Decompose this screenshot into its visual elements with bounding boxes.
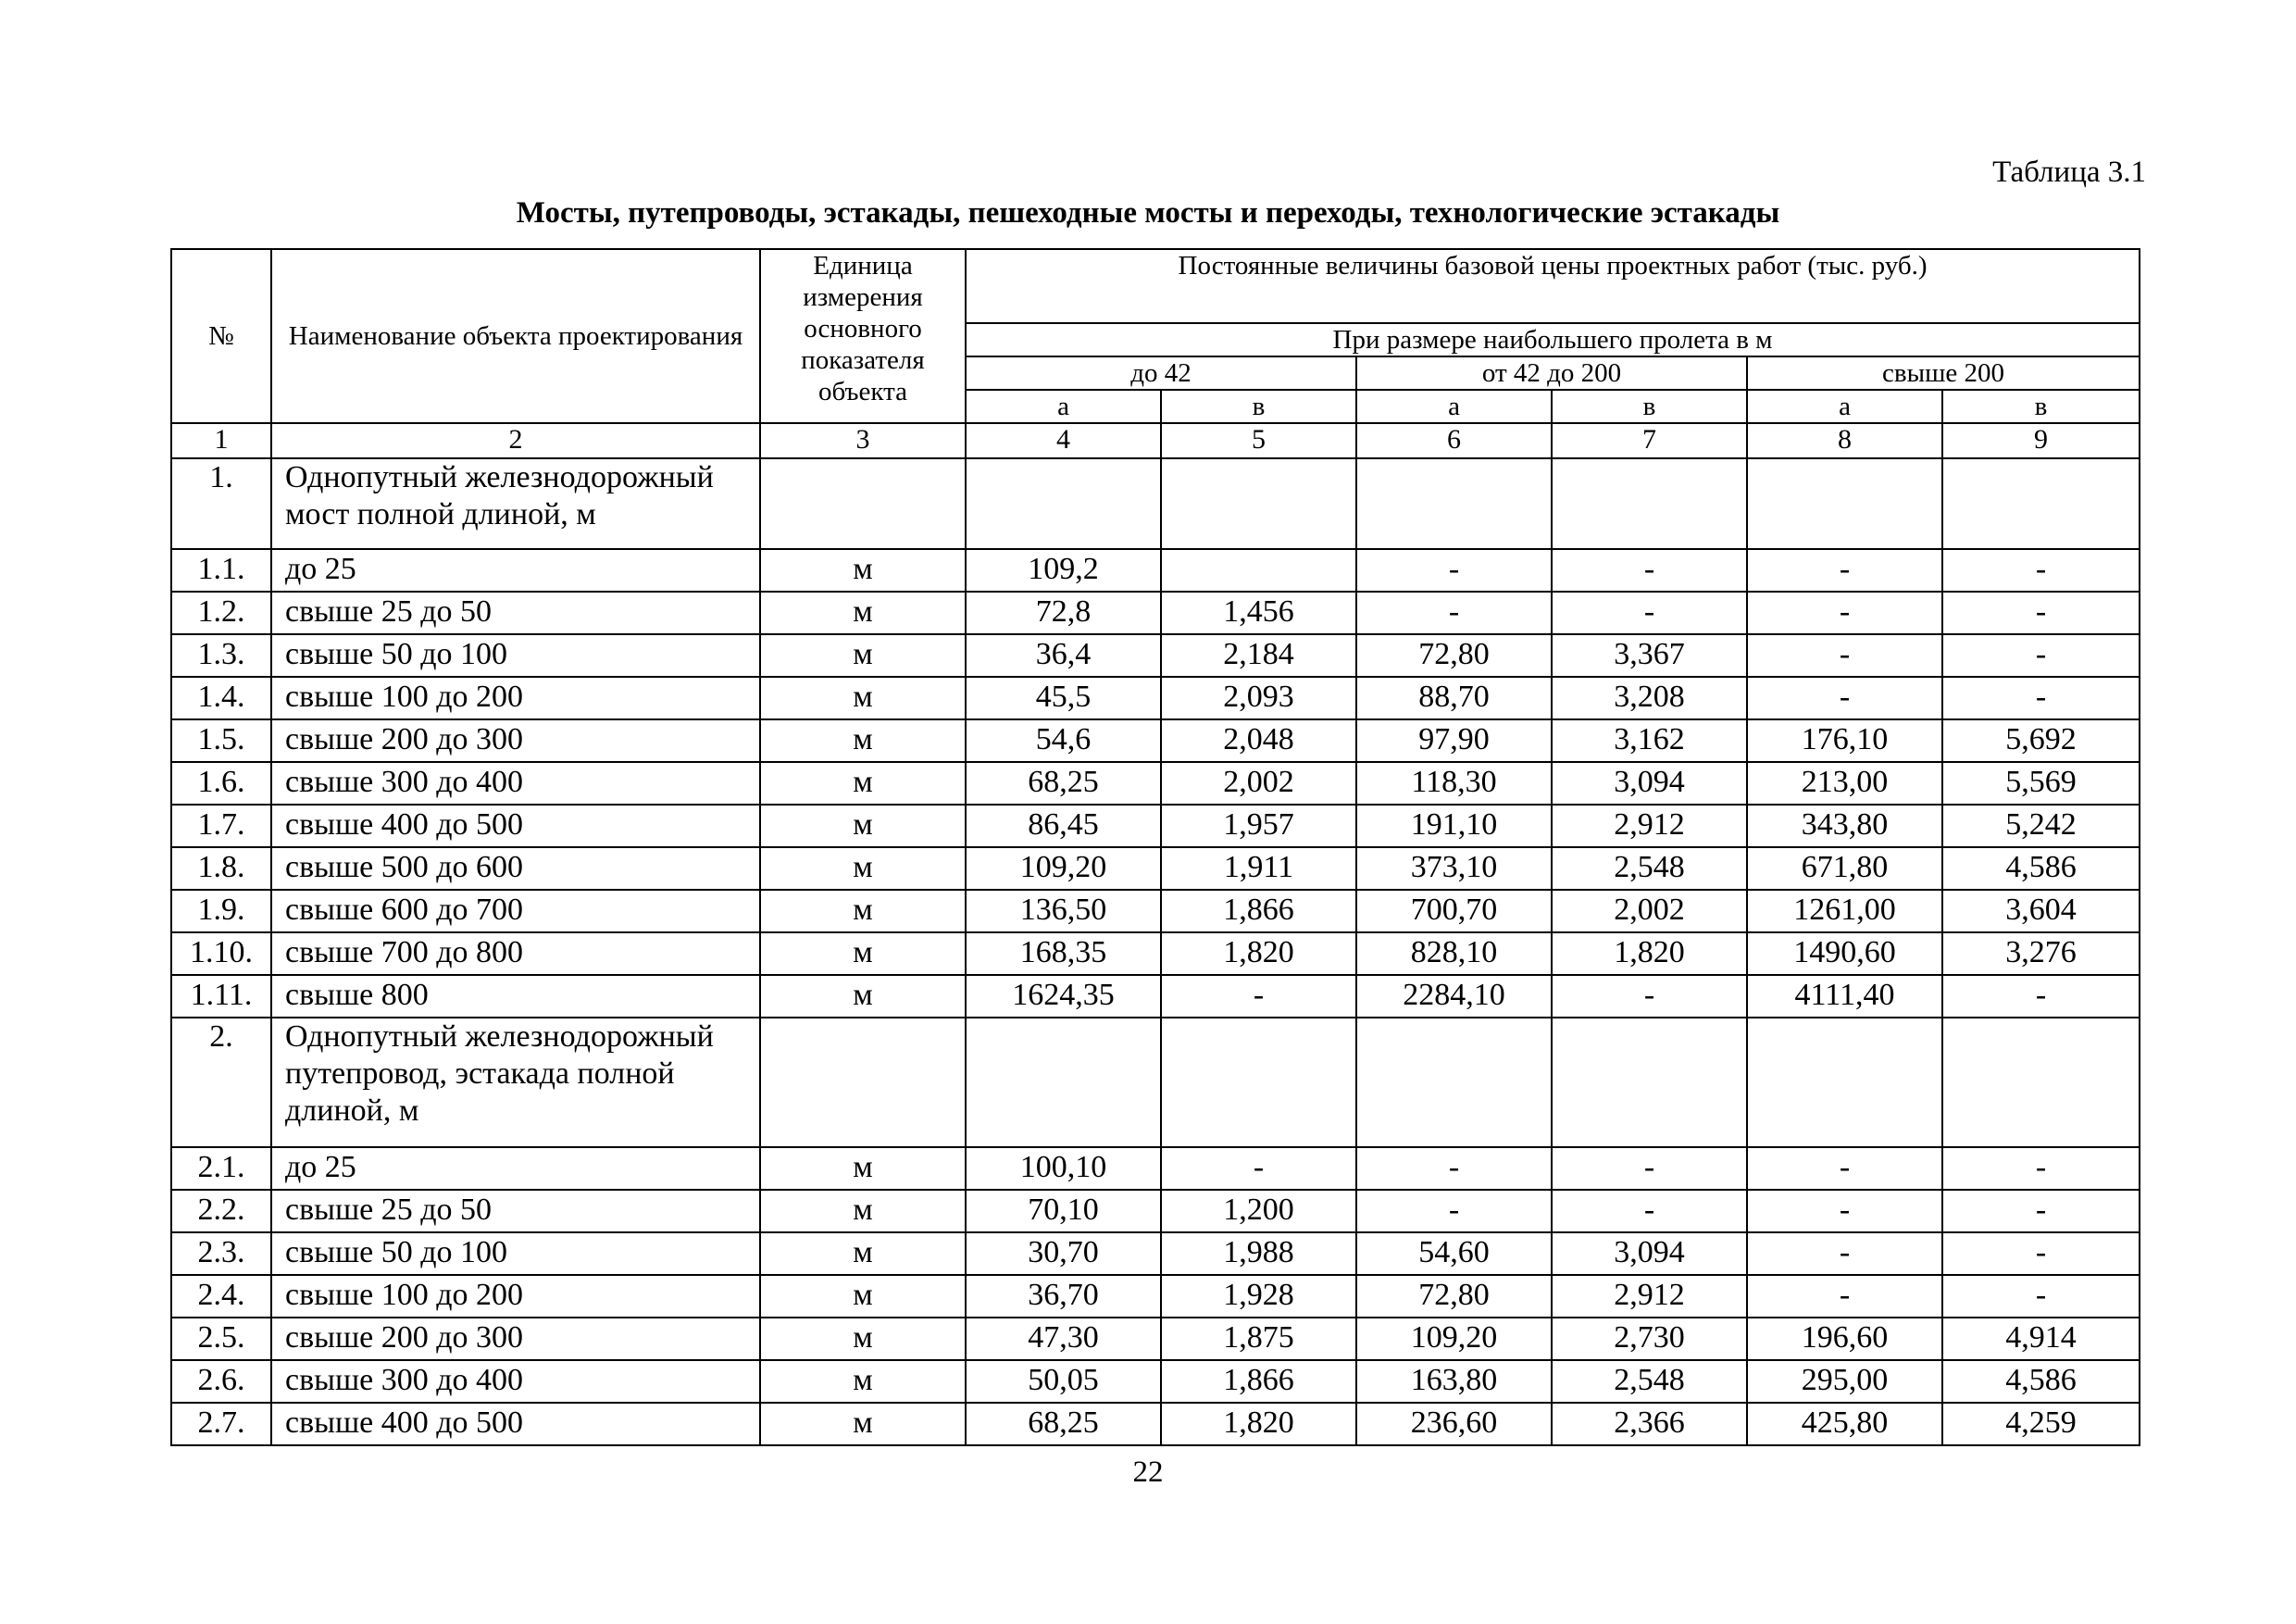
header-span-group: от 42 до 200 — [1356, 356, 1747, 390]
row-number-cell: 1.5. — [171, 719, 271, 762]
object-name-cell: свыше 400 до 500 — [271, 1403, 760, 1445]
value-cell-6: 54,60 — [1356, 1232, 1552, 1275]
unit-cell: м — [760, 1147, 966, 1190]
value-cell-7: - — [1552, 592, 1747, 634]
value-cell-8: 295,00 — [1747, 1360, 1942, 1403]
header-unit: Единица измерения основного показателя объекта — [760, 249, 966, 423]
object-name-cell: Однопутный железнодорожный путепровод, эстакада полной длиной, м — [271, 1018, 760, 1147]
value-cell-4: 100,10 — [966, 1147, 1161, 1190]
value-cell-6: 109,20 — [1356, 1318, 1552, 1360]
column-index: 1 — [171, 423, 271, 458]
value-cell-6: 118,30 — [1356, 762, 1552, 805]
value-cell-4: 86,45 — [966, 805, 1161, 847]
unit-cell: м — [760, 1232, 966, 1275]
unit-cell: м — [760, 1403, 966, 1445]
header-sub-col: а — [966, 390, 1161, 423]
row-number-cell: 1.7. — [171, 805, 271, 847]
value-cell-7: - — [1552, 1190, 1747, 1232]
value-cell-8: 213,00 — [1747, 762, 1942, 805]
row-number-cell: 1. — [171, 458, 271, 549]
column-index: 3 — [760, 423, 966, 458]
value-cell-8: - — [1747, 1232, 1942, 1275]
value-cell-9: - — [1942, 1275, 2140, 1318]
table-row — [171, 1318, 2140, 1360]
value-cell-5: 2,048 — [1161, 719, 1356, 762]
table-row — [171, 1275, 2140, 1318]
table-title: Мосты, путепроводы, эстакады, пешеходные мосты и переходы, технологические эстакады — [516, 196, 1780, 230]
value-cell-5: 1,875 — [1161, 1318, 1356, 1360]
table-body — [171, 458, 2140, 1445]
value-cell-9: 5,569 — [1942, 762, 2140, 805]
row-number-cell: 1.9. — [171, 890, 271, 932]
value-cell-7: 3,094 — [1552, 1232, 1747, 1275]
value-cell-9: - — [1942, 549, 2140, 592]
value-cell-6: 700,70 — [1356, 890, 1552, 932]
row-number-cell: 1.3. — [171, 634, 271, 677]
header-sub-col: в — [1942, 390, 2140, 423]
value-cell-6: 88,70 — [1356, 677, 1552, 719]
table-row — [171, 719, 2140, 762]
value-cell-5 — [1161, 458, 1356, 549]
value-cell-9: - — [1942, 677, 2140, 719]
header-price: Постоянные величины базовой цены проектных работ (тыс. руб.) — [966, 249, 2140, 323]
value-cell-9: - — [1942, 592, 2140, 634]
value-cell-5: 1,911 — [1161, 847, 1356, 890]
value-cell-4: 68,25 — [966, 762, 1161, 805]
header-no: № — [171, 249, 271, 423]
header-span: При размере наибольшего пролета в м — [966, 323, 2140, 356]
table-row — [171, 634, 2140, 677]
header-sub-col: а — [1747, 390, 1942, 423]
header-name: Наименование объекта проектирования — [271, 249, 760, 423]
object-name-cell: до 25 — [271, 1147, 760, 1190]
value-cell-8: - — [1747, 1147, 1942, 1190]
table-row — [171, 932, 2140, 975]
value-cell-8: - — [1747, 592, 1942, 634]
value-cell-9: 4,586 — [1942, 847, 2140, 890]
value-cell-7: 2,548 — [1552, 1360, 1747, 1403]
value-cell-5: 1,928 — [1161, 1275, 1356, 1318]
unit-cell: м — [760, 549, 966, 592]
value-cell-8: - — [1747, 1190, 1942, 1232]
value-cell-9 — [1942, 458, 2140, 549]
column-index: 7 — [1552, 423, 1747, 458]
value-cell-9 — [1942, 1018, 2140, 1147]
value-cell-5: 1,820 — [1161, 932, 1356, 975]
value-cell-6: 191,10 — [1356, 805, 1552, 847]
object-name-cell: до 25 — [271, 549, 760, 592]
table-row — [171, 1360, 2140, 1403]
row-number-cell: 2.6. — [171, 1360, 271, 1403]
value-cell-4: 136,50 — [966, 890, 1161, 932]
column-index: 8 — [1747, 423, 1942, 458]
table-row — [171, 890, 2140, 932]
value-cell-4: 36,4 — [966, 634, 1161, 677]
unit-cell: м — [760, 805, 966, 847]
table-row — [171, 677, 2140, 719]
value-cell-5: 2,002 — [1161, 762, 1356, 805]
value-cell-6 — [1356, 458, 1552, 549]
object-name-cell: свыше 400 до 500 — [271, 805, 760, 847]
object-name-cell: свыше 200 до 300 — [271, 1318, 760, 1360]
row-number-cell: 1.1. — [171, 549, 271, 592]
column-index: 5 — [1161, 423, 1356, 458]
value-cell-6: 373,10 — [1356, 847, 1552, 890]
value-cell-9: - — [1942, 1190, 2140, 1232]
object-name-cell: свыше 700 до 800 — [271, 932, 760, 975]
value-cell-4: 68,25 — [966, 1403, 1161, 1445]
header-sub-col: а — [1356, 390, 1552, 423]
value-cell-7: - — [1552, 549, 1747, 592]
value-cell-9: 4,914 — [1942, 1318, 2140, 1360]
value-cell-8 — [1747, 1018, 1942, 1147]
header-sub-col: в — [1552, 390, 1747, 423]
table-row — [171, 975, 2140, 1018]
value-cell-8: 1490,60 — [1747, 932, 1942, 975]
value-cell-5 — [1161, 549, 1356, 592]
unit-cell: м — [760, 592, 966, 634]
table-row — [171, 805, 2140, 847]
table-row — [171, 549, 2140, 592]
object-name-cell: свыше 200 до 300 — [271, 719, 760, 762]
value-cell-4: 72,8 — [966, 592, 1161, 634]
row-number-cell: 1.10. — [171, 932, 271, 975]
object-name-cell: свыше 300 до 400 — [271, 1360, 760, 1403]
value-cell-5: - — [1161, 975, 1356, 1018]
value-cell-4: 36,70 — [966, 1275, 1161, 1318]
value-cell-7: 1,820 — [1552, 932, 1747, 975]
unit-cell: м — [760, 932, 966, 975]
column-index: 4 — [966, 423, 1161, 458]
value-cell-8: 343,80 — [1747, 805, 1942, 847]
value-cell-7: 2,912 — [1552, 1275, 1747, 1318]
row-number-cell: 2.4. — [171, 1275, 271, 1318]
value-cell-6 — [1356, 1018, 1552, 1147]
unit-cell: м — [760, 677, 966, 719]
value-cell-7: 2,730 — [1552, 1318, 1747, 1360]
value-cell-4: 70,10 — [966, 1190, 1161, 1232]
value-cell-9: - — [1942, 634, 2140, 677]
value-cell-9: - — [1942, 975, 2140, 1018]
value-cell-5: 1,866 — [1161, 1360, 1356, 1403]
object-name-cell: свыше 800 — [271, 975, 760, 1018]
value-cell-4: 54,6 — [966, 719, 1161, 762]
object-name-cell: свыше 100 до 200 — [271, 1275, 760, 1318]
value-cell-5: 1,820 — [1161, 1403, 1356, 1445]
value-cell-5: 1,200 — [1161, 1190, 1356, 1232]
unit-cell: м — [760, 634, 966, 677]
unit-cell — [760, 458, 966, 549]
value-cell-6: - — [1356, 592, 1552, 634]
unit-cell: м — [760, 1275, 966, 1318]
unit-cell: м — [760, 890, 966, 932]
unit-cell: м — [760, 975, 966, 1018]
value-cell-8: 176,10 — [1747, 719, 1942, 762]
object-name-cell: Однопутный железнодорожный мост полной длиной, м — [271, 458, 760, 549]
object-name-cell: свыше 50 до 100 — [271, 1232, 760, 1275]
value-cell-5: - — [1161, 1147, 1356, 1190]
object-name-cell: свыше 500 до 600 — [271, 847, 760, 890]
table-header — [171, 249, 2140, 458]
value-cell-8: 671,80 — [1747, 847, 1942, 890]
value-cell-4 — [966, 458, 1161, 549]
column-index: 6 — [1356, 423, 1552, 458]
value-cell-5: 1,957 — [1161, 805, 1356, 847]
table-label: Таблица 3.1 — [1992, 156, 2146, 189]
row-number-cell: 1.2. — [171, 592, 271, 634]
table-row — [171, 592, 2140, 634]
category-row — [171, 1018, 2140, 1147]
value-cell-7: 3,094 — [1552, 762, 1747, 805]
value-cell-4: 50,05 — [966, 1360, 1161, 1403]
unit-cell: м — [760, 719, 966, 762]
header-sub-col: в — [1161, 390, 1356, 423]
unit-cell — [760, 1018, 966, 1147]
value-cell-9: - — [1942, 1232, 2140, 1275]
row-number-cell: 2.3. — [171, 1232, 271, 1275]
value-cell-9: 3,276 — [1942, 932, 2140, 975]
value-cell-8: - — [1747, 1275, 1942, 1318]
object-name-cell: свыше 600 до 700 — [271, 890, 760, 932]
unit-cell: м — [760, 1318, 966, 1360]
value-cell-6: 2284,10 — [1356, 975, 1552, 1018]
value-cell-7: 2,002 — [1552, 890, 1747, 932]
value-cell-7: 3,367 — [1552, 634, 1747, 677]
object-name-cell: свыше 50 до 100 — [271, 634, 760, 677]
value-cell-7: 3,162 — [1552, 719, 1747, 762]
unit-cell: м — [760, 847, 966, 890]
value-cell-4: 1624,35 — [966, 975, 1161, 1018]
value-cell-8: - — [1747, 634, 1942, 677]
value-cell-7: 2,366 — [1552, 1403, 1747, 1445]
unit-cell: м — [760, 762, 966, 805]
value-cell-4: 109,20 — [966, 847, 1161, 890]
value-cell-6: - — [1356, 1190, 1552, 1232]
row-number-cell: 1.4. — [171, 677, 271, 719]
value-cell-6: - — [1356, 549, 1552, 592]
row-number-cell: 2.5. — [171, 1318, 271, 1360]
value-cell-9: 4,586 — [1942, 1360, 2140, 1403]
value-cell-8: - — [1747, 549, 1942, 592]
unit-cell: м — [760, 1360, 966, 1403]
value-cell-6: 72,80 — [1356, 1275, 1552, 1318]
value-cell-6: - — [1356, 1147, 1552, 1190]
value-cell-7: 2,912 — [1552, 805, 1747, 847]
value-cell-4: 47,30 — [966, 1318, 1161, 1360]
table-row — [171, 1232, 2140, 1275]
value-cell-4: 30,70 — [966, 1232, 1161, 1275]
value-cell-9: 4,259 — [1942, 1403, 2140, 1445]
column-index: 9 — [1942, 423, 2140, 458]
table-row — [171, 1403, 2140, 1445]
table-row — [171, 762, 2140, 805]
value-cell-8: 196,60 — [1747, 1318, 1942, 1360]
value-cell-6: 97,90 — [1356, 719, 1552, 762]
row-number-cell: 2. — [171, 1018, 271, 1147]
value-cell-4: 109,2 — [966, 549, 1161, 592]
value-cell-4: 168,35 — [966, 932, 1161, 975]
value-cell-8: 1261,00 — [1747, 890, 1942, 932]
column-index: 2 — [271, 423, 760, 458]
value-cell-6: 72,80 — [1356, 634, 1552, 677]
value-cell-9: 3,604 — [1942, 890, 2140, 932]
value-cell-4 — [966, 1018, 1161, 1147]
value-cell-6: 828,10 — [1356, 932, 1552, 975]
value-cell-5 — [1161, 1018, 1356, 1147]
value-cell-7: - — [1552, 975, 1747, 1018]
value-cell-5: 2,184 — [1161, 634, 1356, 677]
column-index-row — [171, 423, 2140, 458]
table-row — [171, 847, 2140, 890]
value-cell-8: - — [1747, 677, 1942, 719]
value-cell-9: 5,242 — [1942, 805, 2140, 847]
value-cell-7: 2,548 — [1552, 847, 1747, 890]
row-number-cell: 1.6. — [171, 762, 271, 805]
value-cell-5: 1,988 — [1161, 1232, 1356, 1275]
table-row — [171, 1190, 2140, 1232]
value-cell-9: - — [1942, 1147, 2140, 1190]
value-cell-7: 3,208 — [1552, 677, 1747, 719]
value-cell-5: 2,093 — [1161, 677, 1356, 719]
row-number-cell: 2.1. — [171, 1147, 271, 1190]
page-number: 22 — [1132, 1455, 1164, 1489]
category-row — [171, 458, 2140, 549]
object-name-cell: свыше 100 до 200 — [271, 677, 760, 719]
value-cell-8: 425,80 — [1747, 1403, 1942, 1445]
row-number-cell: 1.8. — [171, 847, 271, 890]
value-cell-5: 1,866 — [1161, 890, 1356, 932]
row-number-cell: 1.11. — [171, 975, 271, 1018]
value-cell-9: 5,692 — [1942, 719, 2140, 762]
value-cell-8 — [1747, 458, 1942, 549]
value-cell-7 — [1552, 458, 1747, 549]
value-cell-4: 45,5 — [966, 677, 1161, 719]
value-cell-5: 1,456 — [1161, 592, 1356, 634]
object-name-cell: свыше 25 до 50 — [271, 1190, 760, 1232]
row-number-cell: 2.7. — [171, 1403, 271, 1445]
object-name-cell: свыше 300 до 400 — [271, 762, 760, 805]
value-cell-6: 163,80 — [1356, 1360, 1552, 1403]
table-row — [171, 1147, 2140, 1190]
value-cell-6: 236,60 — [1356, 1403, 1552, 1445]
value-cell-7 — [1552, 1018, 1747, 1147]
object-name-cell: свыше 25 до 50 — [271, 592, 760, 634]
unit-cell: м — [760, 1190, 966, 1232]
price-table — [170, 248, 2140, 1446]
row-number-cell: 2.2. — [171, 1190, 271, 1232]
value-cell-7: - — [1552, 1147, 1747, 1190]
header-span-group: до 42 — [966, 356, 1356, 390]
header-span-group: свыше 200 — [1747, 356, 2140, 390]
value-cell-8: 4111,40 — [1747, 975, 1942, 1018]
